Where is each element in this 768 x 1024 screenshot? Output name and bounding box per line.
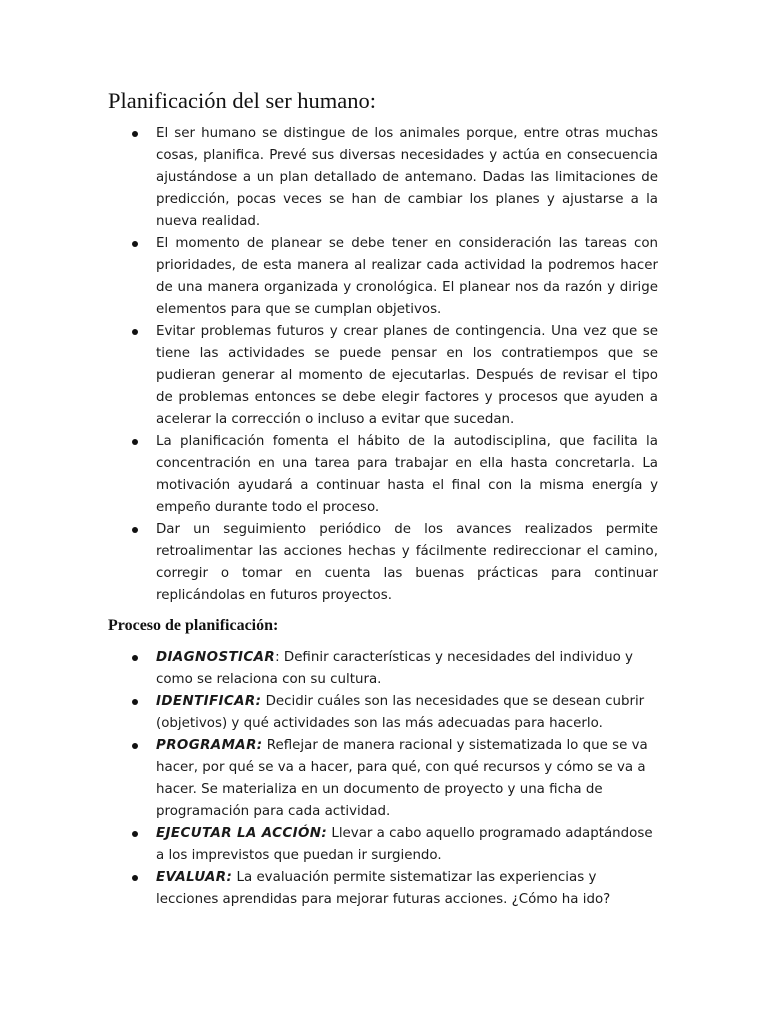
process-step bbox=[156, 823, 656, 867]
list-item-text: Dar un seguimiento periódico de los avances realizados permite retroalimentar las acciones hechas y fácilmente redireccionar el camino, corregir o tomar en cuenta las buenas prácticas para continuar replicándolas en futuros proyectos. bbox=[156, 522, 658, 603]
list-item-text: Evitar problemas futuros y crear planes de contingencia. Una vez que se tiene las actividades se puede pensar en los contratiempos que se pudieran generar al momento de ejecutarlas. Después de revisar el tipo de problemas entonces se debe elegir factores y procesos que ayuden a acelerar la corrección o incluso a evitar que sucedan. bbox=[156, 324, 658, 427]
step-text: Decidir cuáles son las necesidades que se desean cubrir (objetivos) y qué actividades son las más adecuadas para hacerlo. bbox=[156, 694, 645, 731]
bullet-icon bbox=[132, 875, 138, 881]
process-step bbox=[156, 691, 656, 735]
bullet-icon bbox=[132, 655, 138, 661]
list-item bbox=[156, 123, 658, 233]
process-heading: Proceso de planificación: bbox=[108, 617, 279, 634]
bullet-icon bbox=[132, 329, 138, 335]
process-step bbox=[156, 647, 656, 691]
bullet-icon bbox=[132, 743, 138, 749]
step-separator: : bbox=[275, 650, 280, 665]
step-text: La evaluación permite sistematizar las experiencias y lecciones aprendidas para mejorar futuras acciones. ¿Cómo ha ido? bbox=[156, 870, 611, 907]
list-item-text: El ser humano se distingue de los animales porque, entre otras muchas cosas, planifica. Prevé sus diversas necesidades y actúa en consecuencia ajustándose a un plan detallado de antemano. Dadas las limitaciones de predicción, pocas veces se han de cambiar los planes y ajustarse a la nueva realidad. bbox=[156, 126, 658, 229]
step-text: Definir características y necesidades del individuo y como se relaciona con su cultura. bbox=[156, 650, 633, 687]
process-step-list bbox=[0, 647, 768, 911]
bullet-icon bbox=[132, 527, 138, 533]
step-term: IDENTIFICAR: bbox=[156, 694, 262, 709]
list-item bbox=[156, 519, 658, 607]
step-term: EJECUTAR LA ACCIÓN: bbox=[156, 826, 328, 841]
list-item bbox=[156, 431, 658, 519]
step-text: Reflejar de manera racional y sistematizada lo que se va hacer, por qué se va a hacer, para qué, con qué recursos y cómo se va a hacer. Se materializa en un documento de proyecto y una ficha de programación para cada actividad. bbox=[156, 738, 648, 819]
bullet-icon bbox=[132, 439, 138, 445]
list-item bbox=[156, 233, 658, 321]
list-item-text: La planificación fomenta el hábito de la autodisciplina, que facilita la concentración en una tarea para trabajar en ella hasta concretarla. La motivación ayudará a continuar hasta el final con la misma energía y empeño durante todo el proceso. bbox=[156, 434, 658, 515]
bullet-icon bbox=[132, 831, 138, 837]
process-step bbox=[156, 867, 656, 911]
step-term: PROGRAMAR: bbox=[156, 738, 263, 753]
step-text: Llevar a cabo aquello programado adaptándose a los imprevistos que puedan ir surgiendo. bbox=[156, 826, 653, 863]
page-title: Planificación del ser humano: bbox=[108, 88, 377, 113]
bullet-icon bbox=[132, 131, 138, 137]
list-item bbox=[156, 321, 658, 431]
step-term: EVALUAR: bbox=[156, 870, 233, 885]
list-item-text: El momento de planear se debe tener en consideración las tareas con prioridades, de esta manera al realizar cada actividad la podremos hacer de una manera organizada y cronológica. El planear nos da razón y dirige elementos para que se cumplan objetivos. bbox=[156, 236, 658, 317]
intro-bullet-list bbox=[0, 123, 768, 607]
step-term: DIAGNOSTICAR bbox=[156, 650, 276, 665]
bullet-icon bbox=[132, 699, 138, 705]
process-step bbox=[156, 735, 656, 823]
bullet-icon bbox=[132, 241, 138, 247]
